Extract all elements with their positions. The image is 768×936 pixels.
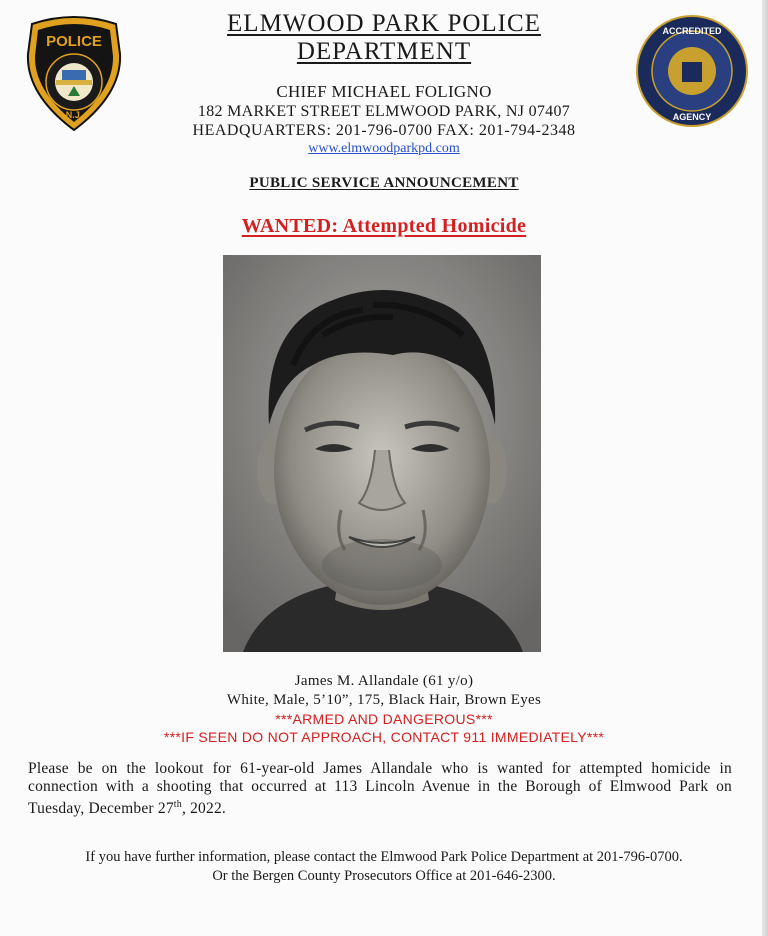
contact-line-police: If you have further information, please contact the Elmwood Park Police Department at 201-796-0700. [85,849,683,865]
letterhead [0,10,768,192]
wanted-title: WANTED: Attempted Homicide [241,215,527,237]
website-link[interactable]: www.elmwoodparkpd.com [308,141,460,156]
svg-text:AGENCY: AGENCY [672,112,712,122]
lookout-paragraph [28,760,732,818]
department-address: 182 MARKET STREET ELMWOOD PARK, NJ 07407 [197,103,571,120]
contact-line-prosecutor: Or the Bergen County Prosecutors Office at 201-646-2300. [212,868,556,884]
paragraph-year: , 2022. [181,800,226,818]
contact-info [0,848,768,886]
suspect-info [0,672,768,746]
armed-warning: ***ARMED AND DANGEROUS*** [275,711,493,727]
approach-warning: ***IF SEEN DO NOT APPROACH, CONTACT 911 IMMEDIATELY*** [163,729,605,745]
department-name-line1: ELMWOOD PARK POLICE [227,10,541,37]
department-name-line2: DEPARTMENT [296,38,472,65]
date-suffix: th [173,799,182,810]
suspect-name: James M. Allandale (61 y/o) [294,673,474,689]
suspect-photo [223,255,541,652]
svg-text:POLICE: POLICE [46,33,102,50]
svg-text:ACCREDITED: ACCREDITED [662,26,722,36]
psa-heading: PUBLIC SERVICE ANNOUNCEMENT [249,175,519,191]
headquarters-phone: HEADQUARTERS: 201-796-0700 FAX: 201-794-2348 [192,122,576,139]
chief-name: CHIEF MICHAEL FOLIGNO [276,82,492,101]
svg-text:N.J.: N.J. [65,110,83,120]
paragraph-text: Please be on the lookout for 61-year-old James Allandale who is wanted for attempted homicide in connection with a shooting that occurred at 113 Lincoln Avenue in the Borough of Elmwood Park on Tuesday, December 27 [28,760,732,818]
suspect-description: White, Male, 5’10”, 175, Black Hair, Brown Eyes [226,692,542,708]
